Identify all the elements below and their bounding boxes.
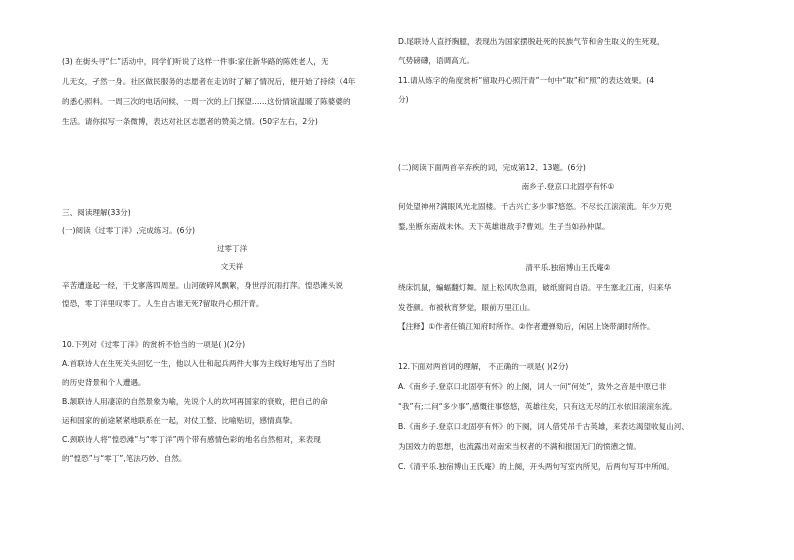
q12-option-line: C.《清平乐.独宿博山王氏庵》的上阕，开头两句写室内所见，后两句写耳中所闻。 [398, 462, 674, 471]
poem-line-2: 惶恐，零丁洋里叹零丁。人生自古谁无死?留取丹心照汗青。 [62, 299, 264, 308]
poem-line-1: 辛苦遭逢起一经，干戈寥落四周星。山河破碎风飘絮，身世浮沉雨打萍。惶恐滩头说 [62, 281, 343, 290]
ci2-title: 清平乐.独宿博山王氏庵② [525, 263, 611, 272]
q12-option-line: A.《南乡子.登京口北固亭有怀》的上阕，词人一问“何处”，致外之音是中原已非 [398, 382, 667, 391]
ci2-line-2: 发苍颜。布被秋宵梦觉，眼前万里江山。 [398, 303, 535, 312]
q3-line-1: (3) 在街头寻“仁”活动中，同学们听说了这样一件事:家住新华路的陈姓老人，无 [62, 57, 329, 66]
ci1-line-1: 何处望神州?满眼风光北固楼。千古兴亡多少事?悠悠。不尽长江滚滚流。年少万兜 [398, 202, 672, 211]
q12-option-line: “我”有;二问“多少事”,感慨往事悠悠，英雄往矣，只有这无尽的江水依旧滚滚东流。 [398, 402, 677, 411]
q3-line-3: 的悉心照料。一周三次的电话问候、一周一次的上门探望……这份情谊温暖了陈婆婆的 [62, 97, 351, 106]
q10-option-line: 的“惶恐”与“零丁”,笔法巧妙、自然。 [62, 454, 187, 463]
d-option-line-2: 气势磅礴，语调高亢。 [398, 56, 474, 65]
q10-option-line: 运和国家的前途紧紧地联系在一起，对仗工整、比喻贴切，感情真挚。 [62, 416, 298, 425]
q11-line-1: 11.请从炼字的角度赏析“留取丹心照汗青”一句中“取”和“照”的表达效果。(4 [398, 76, 655, 85]
part1-title: (一)阅读《过零丁洋》,完成练习。(6分) [62, 226, 196, 235]
ci2-line-1: 绕床饥鼠，蝙蝠翻灯舞。屋上松风吹急雨，破纸窗间自语。平生塞北江南，归来华 [398, 283, 672, 292]
q12-stem: 12.下面对两首词的理解， 不正确的一项是( )(2分) [398, 362, 569, 371]
q10-option-line: 的历史背景和个人遭遇。 [62, 378, 146, 387]
ci1-title: 南乡子.登京口北固亭有怀① [521, 182, 615, 191]
part2-title: (二)阅读下面两首辛弃疾的词，完成第12、13题。(6分) [398, 163, 586, 172]
ci-notes: 【注释】①作者任镇江知府时所作。②作者遭弹劾后，闲居上饶带湖时所作。 [398, 322, 655, 331]
poem-author: 文天祥 [220, 262, 244, 271]
q10-option-line: A.首联诗人在生死关头回忆一生，他以入仕和起兵两件大事为主线好地写出了当时 [62, 359, 336, 368]
q12-option-line: B.《南乡子.登京口北固亭有怀》的下阕，词人借凭吊千古英雄，来表达渴望收复山河、 [398, 422, 690, 431]
q10-option-line: B.颔联诗人用凄凉的自然景象为喻，先说个人的坎坷再国家的衰败，把自己的命 [62, 397, 328, 406]
poem-title: 过零丁洋 [216, 244, 248, 253]
q10-option-line: C.颈联诗人将“惶恐滩”与“零丁洋”两个带有感情色彩的地名自然相对，来表现 [62, 435, 321, 444]
ci1-line-2: 鍪,坐断东南战未休。天下英雄谁敌手?曹刘。生子当如孙仲谋。 [398, 222, 610, 231]
q11-line-2: 分) [398, 95, 409, 104]
q12-option-line: 为国效力的思想，也流露出对南宋当权者的不满和报国无门的愤懑之情。 [398, 442, 641, 451]
q3-line-4: 生活。请你拟写一条微博，表达对社区志愿者的赞美之情。(50字左右，2分) [62, 117, 318, 126]
d-option-line-1: D.尾联诗人直抒胸臆，表现出为国家摆脱赴死的民族气节和舍生取义的生死观， [398, 37, 665, 46]
section-title: 三、阅读理解(33分) [62, 208, 131, 217]
q3-line-2: 儿无女，孑然一身。社区做民服务的志愿者在走访时了解了情况后，便开始了持续（4年 [62, 77, 356, 86]
q10-stem: 10.下列对《过零丁洋》的赏析不恰当的一项是( )(2分) [62, 340, 246, 349]
